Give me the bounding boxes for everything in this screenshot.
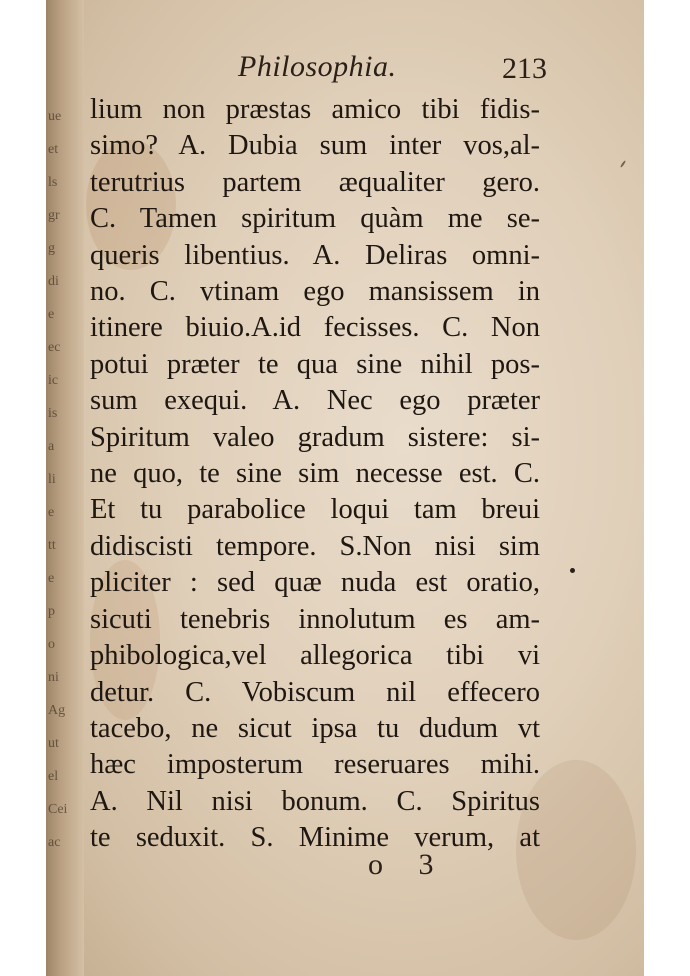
bleed-fragment: ls [48, 175, 58, 190]
bleed-fragment: di [48, 274, 59, 289]
running-title: Philosophia. [238, 50, 397, 83]
bleed-fragment: ic [48, 373, 59, 388]
bleed-fragment: o [48, 637, 55, 652]
text-line: A. Nil nisi bonum. C. Spiritus [90, 785, 540, 817]
text-line: lium non præstas amico tibi fidis- [90, 94, 540, 125]
text-line: tacebo, ne sicut ipsa tu dudum vt [90, 712, 540, 744]
bleed-fragment: e [48, 571, 55, 586]
text-line: queris libentius. A. Deliras omni- [90, 239, 540, 271]
bleed-fragment: ue [48, 109, 62, 124]
text-line: didiscisti tempore. S.Non nisi sim [90, 530, 540, 562]
text-line: ne quo, te sine sim necesse est. C. [90, 458, 540, 490]
text-line: te seduxit. S. Minime verum, at [90, 822, 540, 854]
show-through-text [48, 100, 68, 859]
bleed-fragment: gr [48, 208, 60, 223]
text-line: phibologica,vel allegorica tibi vi [90, 640, 540, 672]
text-line: C. Tamen spiritum quàm me se- [90, 203, 540, 235]
page-gutter [46, 0, 84, 976]
text-line: potui præter te qua sine nihil pos- [90, 348, 540, 380]
bleed-fragment: Cei [48, 802, 68, 817]
body-text [90, 92, 540, 857]
ink-speck [620, 160, 626, 168]
signature-mark [46, 848, 644, 888]
text-line: itinere biuio.A.id fecisses. C. Non [90, 312, 540, 344]
text-line: simo? A. Dubia sum inter vos,al- [90, 130, 540, 162]
bleed-fragment: ec [48, 340, 61, 355]
signature-text: o 3 [368, 848, 448, 881]
page-header [46, 48, 644, 88]
text-line: sicuti tenebris innolutum es am- [90, 603, 540, 635]
bleed-fragment: et [48, 142, 59, 157]
bleed-fragment: e [48, 307, 55, 322]
bleed-fragment: li [48, 472, 56, 487]
bleed-fragment: p [48, 604, 55, 619]
page-number: 213 [502, 52, 547, 85]
ink-speck [570, 568, 575, 573]
bleed-fragment: ni [48, 670, 59, 685]
text-line: no. C. vtinam ego mansissem in [90, 276, 540, 308]
text-line: Et tu parabolice loqui tam breui [90, 494, 540, 526]
text-line: sum exequi. A. Nec ego præter [90, 385, 540, 417]
text-line: Spiritum valeo gradum sistere: si- [90, 421, 540, 453]
bleed-fragment: ac [48, 835, 61, 850]
bleed-fragment: is [48, 406, 58, 421]
bleed-fragment: ut [48, 736, 59, 751]
bleed-fragment: g [48, 241, 55, 256]
text-line: detur. C. Vobiscum nil effecero [90, 676, 540, 708]
text-line: hæc imposterum reseruares mihi. [90, 749, 540, 781]
text-line: pliciter : sed quæ nuda est oratio, [90, 567, 540, 599]
bleed-fragment: a [48, 439, 55, 454]
bleed-fragment: tt [48, 538, 56, 553]
text-line: terutrius partem æqualiter gero. [90, 166, 540, 198]
bleed-fragment: Ag [48, 703, 66, 718]
book-page [46, 0, 644, 976]
bleed-fragment: e [48, 505, 55, 520]
bleed-fragment: el [48, 769, 59, 784]
